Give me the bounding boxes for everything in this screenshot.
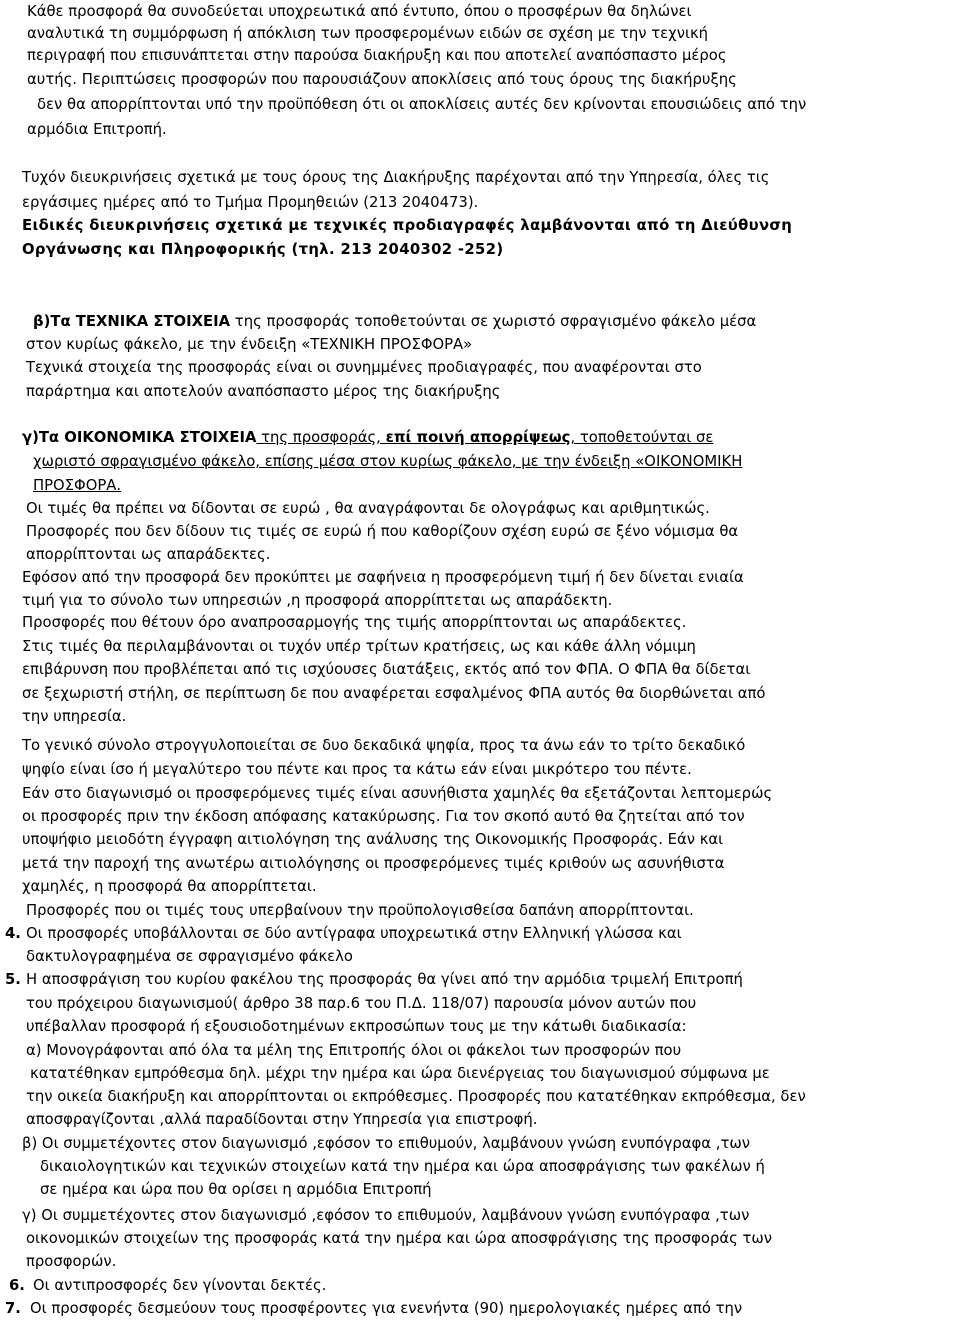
text-line: σε ημέρα και ώρα που θα ορίσει η αρμόδια Επιτροπή	[40, 1181, 432, 1198]
text-line: αναλυτικά τη συμμόρφωση ή απόκλιση των προσφερομένων ειδών σε σχέση με την τεχνική	[27, 25, 709, 42]
text-line: υποψήφιο μειοδότη έγγραφη αιτιολόγηση της ανάλυσης της Οικονομικής Προσφοράς. Εάν και	[22, 831, 724, 848]
text-line: αποσφραγίζονται ,αλλά παραδίδονται στην Υπηρεσία για επιστροφή.	[26, 1111, 538, 1128]
text-span: της προσφοράς τοποθετούνται σε χωριστό σφραγισμένο φάκελο μέσα	[230, 313, 757, 330]
text-line: τιμή για το σύνολο των υπηρεσιών ,η προσφορά απορρίπτεται ως απαράδεκτη.	[22, 592, 613, 609]
text-line: γ) Οι συμμετέχοντες στον διαγωνισμό ,εφόσον το επιθυμούν, λαμβάνουν γνώση ενυπόγραφα ,των	[22, 1207, 750, 1224]
item-number: 6.	[9, 1277, 25, 1294]
text-line: επιβάρυνση που προβλέπεται από τις ισχύουσες διατάξεις, εκτός από τον ΦΠΑ. Ο ΦΠΑ θα δίδεται	[22, 661, 751, 678]
text-line: υπέβαλλαν προσφορά ή εξουσιοδοτημένων εκπροσώπων τους με την κάτωθι διαδικασία:	[26, 1018, 687, 1035]
text-line: ΠΡΟΣΦΟΡΑ.	[33, 477, 122, 494]
text-line: β) Οι συμμετέχοντες στον διαγωνισμό ,εφόσον το επιθυμούν, λαμβάνουν γνώση ενυπόγραφα ,των	[22, 1135, 751, 1152]
text-line: σε ξεχωριστή στήλη, σε περίπτωση δε που αναφέρεται εσφαλμένος ΦΠΑ αυτός θα διορθώνεται από	[22, 685, 766, 702]
text-line: αρμόδια Επιτροπή.	[27, 121, 167, 138]
text-line: χαμηλές, η προσφορά θα απορρίπτεται.	[22, 878, 317, 895]
text-line-bold: Ειδικές διευκρινήσεις σχετικά με τεχνικές προδιαγραφές λαμβάνονται από τη Διεύθυνση	[22, 217, 793, 234]
text-line: Στις τιμές θα περιλαμβάνονται οι τυχόν υπέρ τρίτων κρατήσεις, ως και κάθε άλλη νόμιμη	[22, 638, 696, 655]
text-line: κατατέθηκαν εμπρόθεσμα δηλ. μέχρι την ημέρα και ώρα διενέργειας του διαγωνισμού σύμφωνα με	[30, 1065, 770, 1082]
text-line: δικαιολογητικών και τεχνικών στοιχείων κατά την ημέρα και ώρα αποσφράγισης των φακέλων ή	[40, 1158, 765, 1175]
text-line: οικονομικών στοιχείων της προσφοράς κατά την ημέρα και ώρα αποσφράγισης της προσφοράς των	[26, 1230, 773, 1247]
text-line: παράρτημα και αποτελούν αναπόσπαστο μέρος της διακήρυξης	[26, 383, 501, 400]
text-line: Προσφορές που οι τιμές τους υπερβαίνουν την προϋπολογισθείσα δαπάνη απορρίπτονται.	[26, 902, 694, 919]
text-line: δεν θα απορρίπτονται υπό την προϋπόθεση ότι οι αποκλίσεις αυτές δεν κρίνονται επουσιώδεις από την	[37, 96, 807, 113]
text-line: την υπηρεσία.	[22, 708, 127, 725]
item-number: 5.	[5, 971, 21, 988]
text-line: προσφορών.	[26, 1253, 117, 1270]
text-line: Προσφορές που θέτουν όρο αναπροσαρμογής της τιμής απορρίπτονται ως απαράδεκτες.	[22, 614, 687, 631]
text-line: Εάν στο διαγωνισμό οι προσφερόμενες τιμές είναι ασυνήθιστα χαμηλές θα εξετάζονται λεπτομερώς	[22, 785, 773, 802]
text-line: Οι τιμές θα πρέπει να δίδονται σε ευρώ , θα αναγράφονται δε ολογράφως και αριθμητικώς.	[26, 500, 710, 517]
text-line: Οι αντιπροσφορές δεν γίνονται δεκτές.	[33, 1277, 327, 1294]
text-line: ψηφίο είναι ίσο ή μεγαλύτερο του πέντε και προς τα κάτω εάν είναι μικρότερο του πέντε.	[22, 761, 692, 778]
section-gamma-line	[22, 428, 713, 448]
text-line: Προσφορές που δεν δίδουν τις τιμές σε ευρώ ή που καθορίζουν σχέση ευρώ σε ξένο νόμισμα θα	[26, 523, 739, 540]
item-number: 4.	[5, 925, 21, 942]
text-span: της προσφοράς,	[256, 429, 386, 446]
text-line: Κάθε προσφορά θα συνοδεύεται υποχρεωτικά από έντυπο, όπου ο προσφέρων θα δηλώνει	[27, 3, 692, 20]
text-line-bold: Οργάνωσης και Πληροφορικής (τηλ. 213 2040302 -252)	[22, 241, 504, 258]
text-line: οι προσφορές πριν την έκδοση απόφασης κατακύρωσης. Για τον σκοπό αυτό θα ζητείται από τον	[22, 808, 745, 825]
section-beta-heading: β)Τα ΤΕΧΝΙΚΑ ΣΤΟΙΧΕΙΑ	[33, 313, 231, 330]
text-line: Τεχνικά στοιχεία της προσφοράς είναι οι συνημμένες προδιαγραφές, που αναφέρονται στο	[26, 359, 702, 376]
emphasis-text: επί ποινή απορρίψεως	[385, 429, 571, 446]
text-line: Η αποσφράγιση του κυρίου φακέλου της προσφοράς θα γίνει από την αρμόδια τριμελή Επιτροπή	[26, 971, 743, 988]
text-line: εργάσιμες ημέρες από το Τμήμα Προμηθειών (213 2040473).	[22, 194, 479, 211]
text-line: Οι προσφορές δεσμεύουν τους προσφέροντες για ενενήντα (90) ημερολογιακές ημέρες από την	[30, 1300, 743, 1317]
text-line: μετά την παροχή της ανωτέρω αιτιολόγησης οι προσφερόμενες τιμές κριθούν ως ασυνήθιστα	[22, 855, 725, 872]
text-line: Τυχόν διευκρινήσεις σχετικά με τους όρους της Διακήρυξης παρέχονται από την Υπηρεσία, όλες τις	[22, 169, 770, 186]
text-line: περιγραφή που επισυνάπτεται στην παρούσα διακήρυξη και που αποτελεί αναπόσπαστο μέρος	[27, 47, 727, 64]
text-span: , τοποθετούνται σε	[570, 429, 714, 446]
item-number: 7.	[5, 1300, 21, 1317]
text-line: α) Μονογράφονται από όλα τα μέλη της Επιτροπής όλοι οι φάκελοι των προσφορών που	[26, 1042, 682, 1059]
text-line: στον κυρίως φάκελο, με την ένδειξη «ΤΕΧΝΙΚΗ ΠΡΟΣΦΟΡΑ»	[26, 336, 473, 353]
text-line: Εφόσον από την προσφορά δεν προκύπτει με σαφήνεια η προσφερόμενη τιμή ή δεν δίνεται ενιαία	[22, 569, 744, 586]
text-line: του πρόχειρου διαγωνισμού( άρθρο 38 παρ.6 του Π.Δ. 118/07) παρουσία μόνον αυτών που	[26, 995, 697, 1012]
text-line: δακτυλογραφημένα σε σφραγισμένο φάκελο	[26, 948, 353, 965]
text-line: Οι προσφορές υποβάλλονται σε δύο αντίγραφα υποχρεωτικά στην Ελληνική γλώσσα και	[26, 925, 682, 942]
text-line: αυτής. Περιπτώσεις προσφορών που παρουσιάζουν αποκλίσεις από τους όρους της διακήρυξης	[27, 71, 737, 88]
text-line: χωριστό σφραγισμένο φάκελο, επίσης μέσα στον κυρίως φάκελο, με την ένδειξη «ΟΙΚΟΝΟΜΙΚΗ	[33, 453, 743, 470]
section-gamma-heading: γ)Τα ΟΙΚΟΝΟΜΙΚΑ ΣΤΟΙΧΕΙΑ	[22, 429, 257, 446]
text-line: την οικεία διακήρυξη και απορρίπτονται οι εκπρόθεσμες. Προσφορές που κατατέθηκαν εκπρόθεσμα, δεν	[26, 1088, 806, 1105]
text-line: απορρίπτονται ως απαράδεκτες.	[26, 546, 271, 563]
section-beta-line	[33, 312, 756, 332]
text-line: Το γενικό σύνολο στρογγυλοποιείται σε δυο δεκαδικά ψηφία, προς τα άνω εάν το τρίτο δεκαδικό	[22, 737, 746, 754]
